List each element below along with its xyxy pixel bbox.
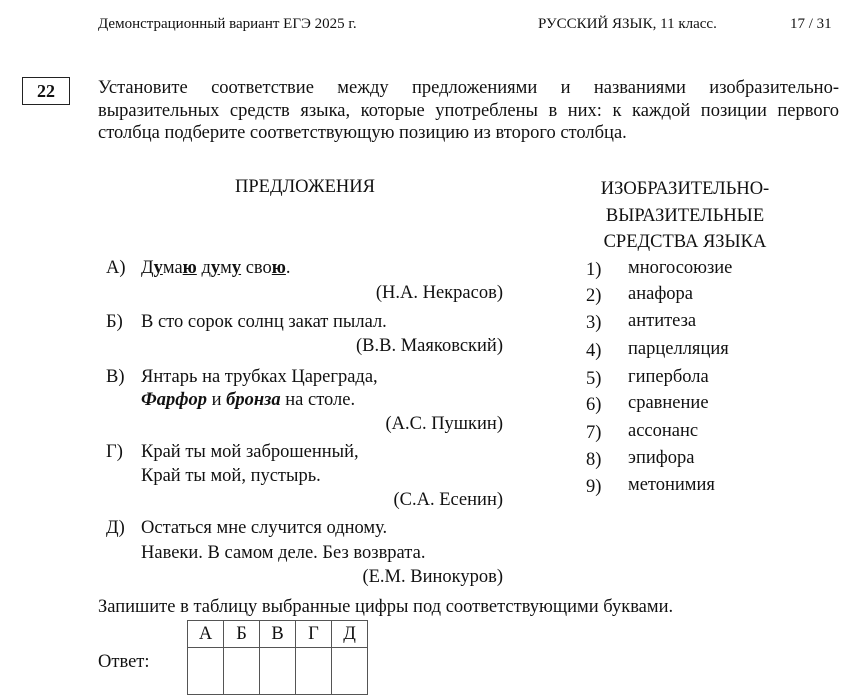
device-number: 7) [586, 423, 602, 443]
item-label: В) [106, 367, 125, 387]
task-instruction: Установите соответствие между предложениями и названиями изобразительно-выразительных средств языка, которые употреблены в них: к каждой позиции первого столбца подберите соответствующую позицию из второго столбца. [98, 78, 839, 143]
device-number: 2) [586, 286, 602, 306]
device-number: 1) [586, 260, 602, 280]
text-part: Д [141, 258, 154, 278]
device-name: антитеза [628, 311, 697, 331]
item-line: Край ты мой заброшенный, [141, 442, 359, 462]
stressed-letter: у [231, 258, 242, 278]
text-part: и [206, 390, 227, 410]
item-author: (С.А. Есенин) [393, 490, 503, 510]
item-line: В сто сорок солнц закат пылал. [141, 312, 387, 332]
header-page-number: 17 / 31 [790, 16, 832, 32]
left-column-title: ПРЕДЛОЖЕНИЯ [235, 177, 375, 197]
item-author: (В.В. Маяковский) [356, 336, 503, 356]
device-name: сравнение [628, 393, 709, 413]
stressed-letter: у [153, 258, 163, 278]
answer-table [187, 620, 368, 695]
answer-label: Ответ: [98, 652, 150, 672]
device-number: 6) [586, 395, 602, 415]
device-name: анафора [628, 284, 694, 304]
device-name: метонимия [628, 475, 715, 495]
device-name: ассонанс [628, 421, 699, 441]
header-exam-title: Демонстрационный вариант ЕГЭ 2025 г. [98, 16, 357, 32]
emphasized-word: бронза [226, 390, 281, 410]
stressed-letter: у [210, 258, 221, 278]
item-a-sentence [141, 257, 291, 279]
column-header: Г [296, 621, 332, 648]
header-subject: РУССКИЙ ЯЗЫК, 11 класс. [538, 16, 717, 32]
stressed-letter: ю [271, 258, 286, 278]
answer-instruction: Запишите в таблицу выбранные цифры под соответствующими буквами. [98, 597, 674, 617]
column-header: В [260, 621, 296, 648]
item-author: (А.С. Пушкин) [385, 414, 503, 434]
device-name: многосоюзие [628, 258, 733, 278]
task-number: 22 [22, 77, 70, 105]
column-header: Б [224, 621, 260, 648]
answer-cell[interactable] [188, 648, 224, 695]
device-number: 5) [586, 369, 602, 389]
device-number: 9) [586, 477, 602, 497]
answer-cell[interactable] [332, 648, 368, 695]
item-line: Навеки. В самом деле. Без возврата. [141, 543, 426, 563]
text-part: на столе. [280, 390, 356, 410]
device-name: гипербола [628, 367, 709, 387]
item-label: А) [106, 258, 126, 278]
right-column-title: ИЗОБРАЗИТЕЛЬНО-ВЫРАЗИТЕЛЬНЫЕ СРЕДСТВА ЯЗЫКА [600, 179, 770, 252]
text-part: . [285, 258, 291, 278]
device-number: 4) [586, 341, 602, 361]
device-name: эпифора [628, 448, 695, 468]
item-label: Д) [106, 518, 125, 538]
emphasized-word: Фарфор [141, 390, 207, 410]
item-author: (Е.М. Винокуров) [362, 567, 503, 587]
device-number: 3) [586, 313, 602, 333]
text-part: д [196, 258, 211, 278]
answer-cell[interactable] [296, 648, 332, 695]
device-name: парцелляция [628, 339, 729, 359]
answer-cell[interactable] [260, 648, 296, 695]
item-line: Янтарь на трубках Цареграда, [141, 367, 378, 387]
item-label: Б) [106, 312, 123, 332]
text-part: м [220, 258, 232, 278]
item-label: Г) [106, 442, 123, 462]
column-header: А [188, 621, 224, 648]
stressed-letter: ю [182, 258, 197, 278]
item-line: Край ты мой, пустырь. [141, 466, 321, 486]
column-header: Д [332, 621, 368, 648]
text-part: сво [241, 258, 272, 278]
item-line: Остаться мне случится одному. [141, 518, 388, 538]
device-number: 8) [586, 450, 602, 470]
text-part: ма [162, 258, 183, 278]
answer-cell[interactable] [224, 648, 260, 695]
item-line [141, 389, 355, 411]
item-author: (Н.А. Некрасов) [375, 283, 503, 303]
